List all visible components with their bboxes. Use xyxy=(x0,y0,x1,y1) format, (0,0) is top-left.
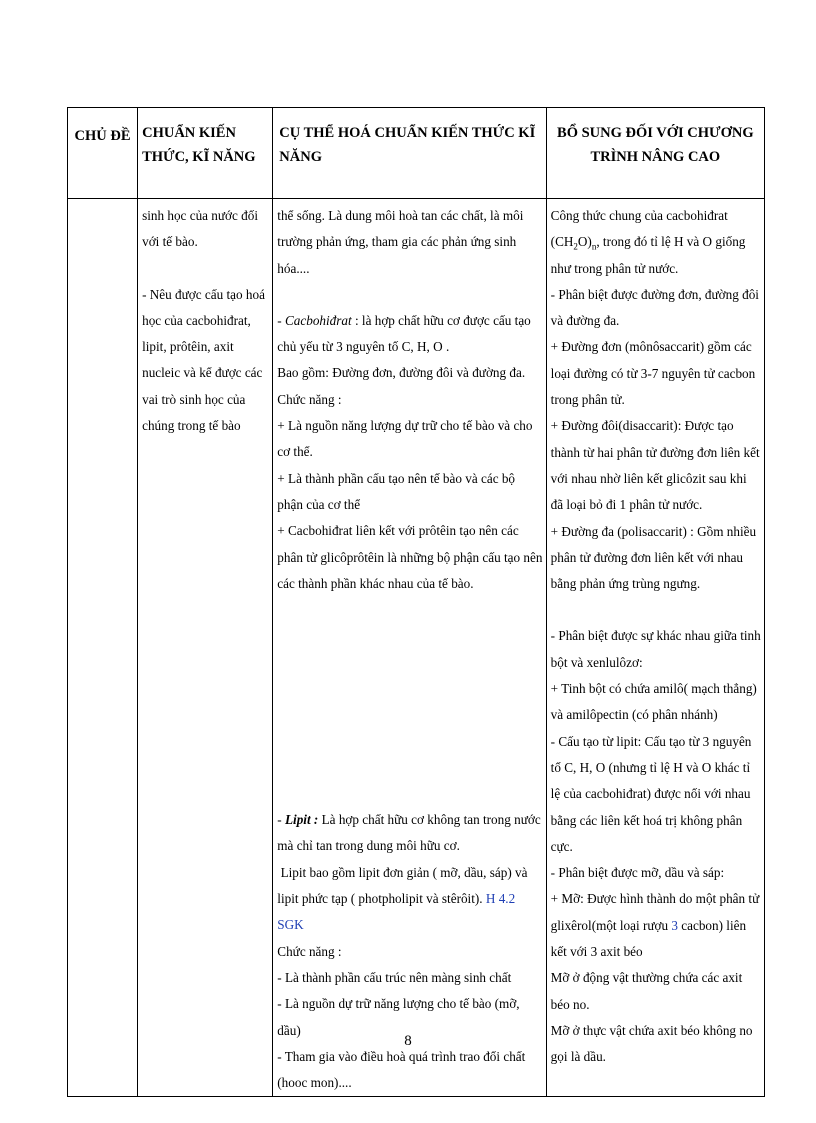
standard-cell xyxy=(138,199,273,1097)
detail-line: + Cacbohiđrat liên kết với prôtêin tạo nên các phân tử glicôprôtêin là những bộ phận cấu tạo nên các thành phần khác nhau của tế bào. xyxy=(277,523,543,591)
header-advanced: BỔ SUNG ĐỐI VỚI CHƯƠNG TRÌNH NÂNG CAO xyxy=(546,108,764,199)
advanced-line: Mỡ ở động vật thường chứa các axit béo no. xyxy=(550,970,743,1012)
advanced-line: + Đường đơn (mônôsaccarit) gồm các loại đường có từ 3-7 nguyên tử cacbon trong phân tử. xyxy=(550,339,756,408)
header-topic: CHỦ ĐỀ xyxy=(68,108,138,199)
standard-para: sinh học của nước đối với tế bào. xyxy=(142,208,259,250)
carb-def-text: : là hợp chất hữu cơ được cấu tạo chủ yếu từ 3 nguyên tố C, H, O . xyxy=(277,312,531,355)
advanced-line: - Phân biệt được đường đơn, đường đôi và đường đa. xyxy=(550,286,759,329)
lipit-definition: - Lipit : Là hợp chất hữu cơ không tan trong nước mà chỉ tan trong dung môi hữu cơ. xyxy=(277,812,541,854)
detail-line: - Tham gia vào điều hoà quá trình trao đổi chất (hooc mon).... xyxy=(277,1048,526,1091)
carb-definition: - Cacbohiđrat : là hợp chất hữu cơ được cấu tạo chủ yếu từ 3 nguyên tố C, H, O . xyxy=(277,312,531,355)
content-table xyxy=(67,107,765,1097)
header-row xyxy=(68,108,765,199)
advanced-line: - Phân biệt được sự khác nhau giữa tinh bột và xenlulôzơ: xyxy=(550,628,761,670)
carb-term: Cacbohiđrat xyxy=(284,312,352,328)
detail-line: - Là nguồn dự trữ năng lượng cho tế bào (mỡ, dầu) xyxy=(277,996,520,1038)
detail-line: Bao gồm: Đường đơn, đường đôi và đường đa. xyxy=(277,365,526,381)
textbook-figure-link[interactable]: H 4.2 SGK xyxy=(277,891,516,933)
detail-line: Chức năng : xyxy=(277,943,342,959)
carb-formula: Công thức chung của cacbohiđrat $(CH_2O)_n$, trong đó tỉ lệ H và O giống như trong phân tử nước. xyxy=(550,208,746,276)
advanced-line: + Tinh bột có chứa amilô( mạch thẳng) và amilôpectin (có phân nhánh) xyxy=(550,681,757,723)
detail-line: + Là nguồn năng lượng dự trữ cho tế bào và cho cơ thể. xyxy=(277,418,533,460)
page-number: 8 xyxy=(404,1033,412,1049)
detail-line: Chức năng : xyxy=(277,391,342,407)
mo-line: + Mỡ: Được hình thành do một phân tử glixêrol(một loại rượu 3 cacbon) liên kết với 3 axit béo xyxy=(550,891,760,960)
detail-cell xyxy=(273,199,546,1097)
advanced-line: Mỡ ở thực vật chứa axit béo không no gọi là dầu. xyxy=(550,1022,753,1065)
header-standard: CHUẨN KIẾN THỨC, KĨ NĂNG xyxy=(138,108,273,199)
header-detail: CỤ THỂ HOÁ CHUẨN KIẾN THỨC KĨ NĂNG xyxy=(273,108,546,199)
lipit-types-text: Lipit bao gồm lipit đơn giản ( mỡ, dầu, sáp) và lipit phức tạp ( photpholipit và stêrôit). xyxy=(277,864,528,907)
advanced-line: - Phân biệt được mỡ, dầu và sáp: xyxy=(550,865,725,881)
lipit-def-text: Là hợp chất hữu cơ không tan trong nước mà chỉ tan trong dung môi hữu cơ. xyxy=(277,812,541,854)
content-row xyxy=(68,199,765,1097)
detail-line: - Là thành phần cấu trúc nên màng sinh chất xyxy=(277,969,512,985)
detail-intro: thể sống. Là dung môi hoà tan các chất, là môi trường phản ứng, tham gia các phản ứng sinh hóa.... xyxy=(277,208,524,276)
lipit-term: Lipit : xyxy=(284,812,319,828)
detail-line: + Là thành phần cấu tạo nên tế bào và các bộ phận của cơ thể xyxy=(277,470,516,512)
topic-cell xyxy=(68,199,138,1097)
standard-para: - Nêu được cấu tạo hoá học của cacbohiđrat, lipit, prôtêin, axit nucleic và kể được các vai trò sinh học của chúng trong tế bào xyxy=(142,286,265,434)
advanced-line: + Đường đa (polisaccarit) : Gồm nhiều phân tử đường đơn liên kết với nhau bằng phản ứng trùng ngưng. xyxy=(550,523,757,592)
advanced-line: - Cấu tạo từ lipit: Cấu tạo từ 3 nguyên tố C, H, O (nhưng tỉ lệ H và O khác tỉ lệ của cacbohiđrat) được nối với nhau bằng các liên kết hoá trị không phân cực. xyxy=(550,733,752,854)
advanced-line: + Đường đôi(disaccarit): Được tạo thành từ hai phân tử đường đơn liên kết với nhau nhờ liên kết glicôzit sau khi đã loại bỏ đi 1 phân tử nước. xyxy=(550,418,760,513)
lipit-types xyxy=(277,860,542,939)
advanced-cell xyxy=(546,199,764,1097)
